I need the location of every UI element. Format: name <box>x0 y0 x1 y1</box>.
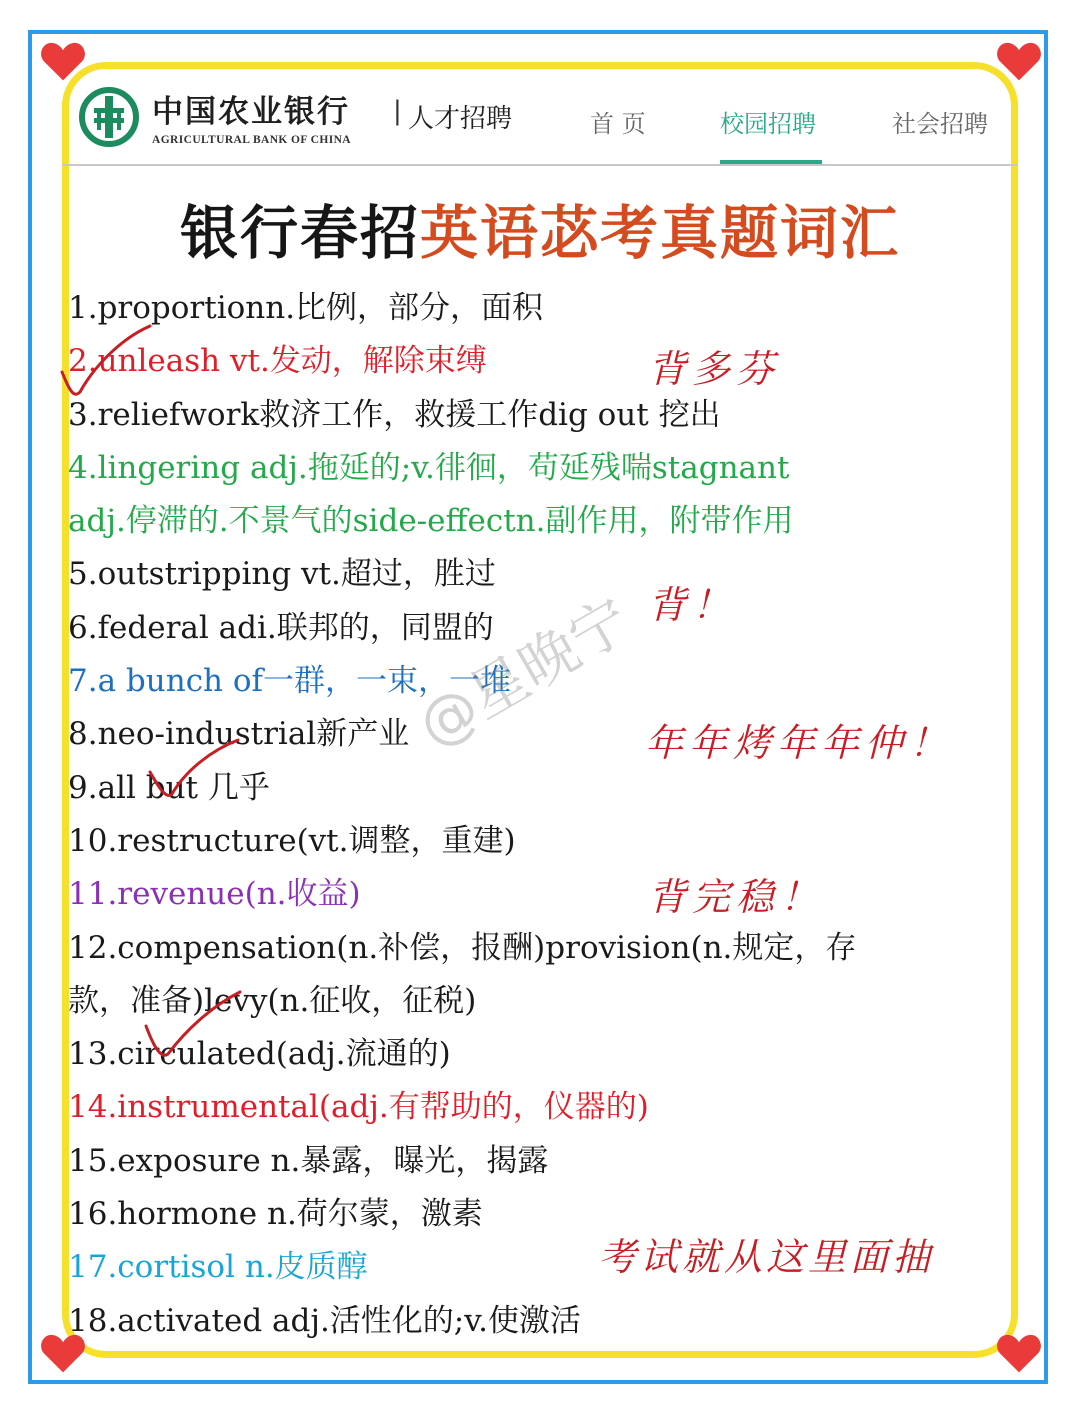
vocab-line: 8.neo-industrial新产业 <box>68 716 410 753</box>
vocab-line: 18.activated adj.活性化的;v.使激活 <box>68 1302 581 1339</box>
vocab-line: 5.outstripping vt.超过，胜过 <box>68 556 496 593</box>
bank-name: 中国农业银行 <box>152 94 350 130</box>
nav-social-link[interactable]: 社会招聘 <box>892 110 988 138</box>
vocab-line: 1.proportionn.比例，部分，面积 <box>68 290 544 326</box>
vocab-list <box>68 282 998 1348</box>
bank-logo-icon <box>78 86 140 148</box>
vocab-line: 10.restructure(vt.调整，重建) <box>68 822 516 859</box>
vocab-line: adj.停滞的.不景气的side-effectn.副作用，附带作用 <box>68 503 794 540</box>
header-divider <box>62 164 1018 166</box>
recruit-label: 人才招聘 <box>408 104 513 134</box>
title-black-part: 银行春招 <box>179 199 420 267</box>
handwritten-note: 背！ <box>648 583 737 627</box>
heart-icon <box>40 40 86 82</box>
vocab-line: 6.federal adi.联邦的，同盟的 <box>68 609 494 646</box>
vocab-line: 9.all but 几乎 <box>68 769 270 806</box>
handwritten-note: 考试就从这里面抽 <box>598 1235 935 1279</box>
site-header <box>70 78 1015 166</box>
heart-icon <box>996 1332 1042 1374</box>
vocab-line: 3.reliefwork救济工作，救援工作dig out 挖出 <box>68 396 721 433</box>
vocab-line: 款，准备)levy(n.征收，征税) <box>68 982 477 1019</box>
vocab-line: 2.unleash vt.发动，解除束缚 <box>68 343 487 380</box>
vocab-line: 7.a bunch of一群，一束，一堆 <box>68 663 512 700</box>
vocab-line: 13.circulated(adj.流通的) <box>68 1036 451 1073</box>
bank-name-english: AGRICULTURAL BANK OF CHINA <box>152 134 352 146</box>
vocab-line: 16.hormone n.荷尔蒙，激素 <box>68 1196 483 1233</box>
nav-campus-link[interactable]: 校园招聘 <box>720 110 816 138</box>
watermark: @星晚宁 <box>406 585 642 761</box>
nav-home-link[interactable]: 首 页 <box>590 110 646 138</box>
vocab-line: 15.exposure n.暴露，曝光，揭露 <box>68 1142 549 1179</box>
vocab-line: 14.instrumental(adj.有帮助的，仪器的) <box>68 1089 649 1126</box>
title-red-part: 英语苾考真题词汇 <box>420 199 901 267</box>
bank-divider: | <box>393 96 402 126</box>
handwritten-note: 年年烤年年仲！ <box>645 721 954 765</box>
vocab-line: 11.revenue(n.收益) <box>68 876 361 913</box>
page-title <box>0 186 1080 270</box>
vocab-line: 17.cortisol n.皮质醇 <box>68 1249 368 1286</box>
handwritten-note: 背多芬 <box>648 347 781 391</box>
heart-icon <box>996 40 1042 82</box>
handwritten-note: 背完稳！ <box>648 875 825 919</box>
vocab-line: 12.compensation(n.补偿，报酬)provision(n.规定，存 <box>68 929 857 966</box>
vocab-line: 4.lingering adj.拖延的;v.徘徊，苟延残喘stagnant <box>68 449 790 486</box>
